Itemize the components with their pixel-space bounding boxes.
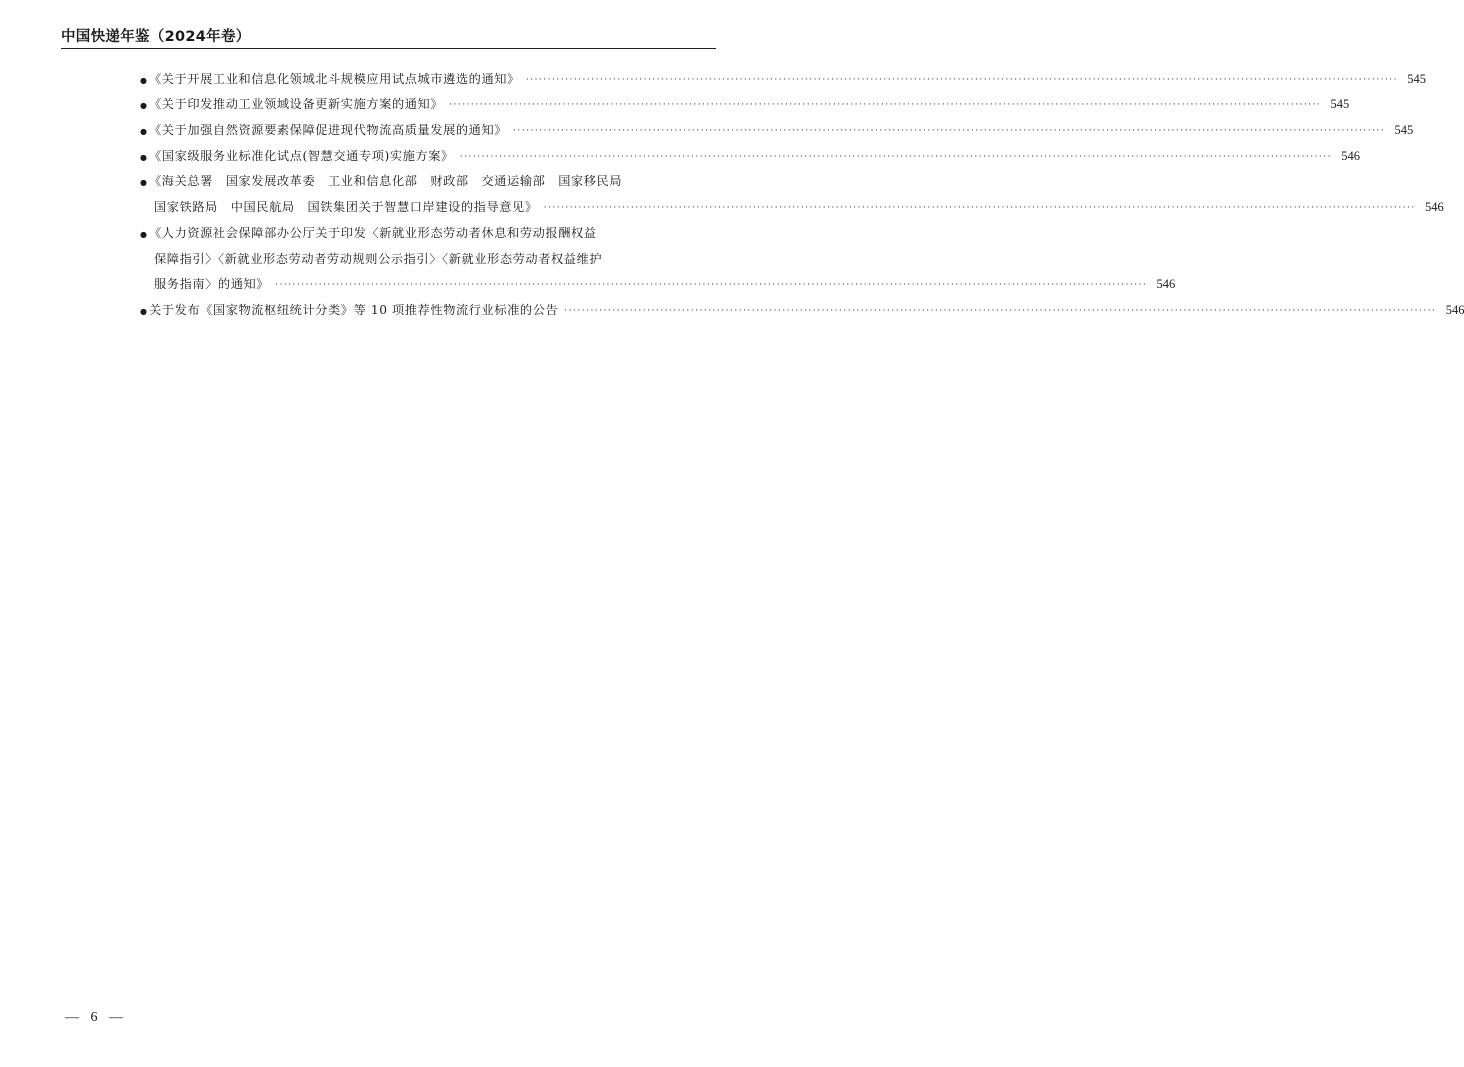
table-of-contents xyxy=(140,62,1464,319)
toc-page-number: 545 xyxy=(1394,123,1414,138)
toc-entry-title: 国家铁路局 中国民航局 国铁集团关于智慧口岸建设的指导意见》 xyxy=(154,200,538,215)
bullet-icon: ● xyxy=(140,152,147,162)
toc-entry-title: 保障指引〉〈新就业形态劳动者劳动规则公示指引〉〈新就业形态劳动者权益维护 xyxy=(154,251,603,266)
running-header xyxy=(61,28,716,49)
toc-entry-line[interactable] xyxy=(140,165,717,191)
toc-entry-title: 《关于开展工业和信息化领域北斗规模应用试点城市遴选的通知》 xyxy=(149,71,520,86)
toc-entry-title: 《人力资源社会保障部办公厅关于印发〈新就业形态劳动者休息和劳动报酬权益 xyxy=(149,225,597,240)
toc-entry-line[interactable] xyxy=(140,190,1444,216)
toc-entry-line[interactable] xyxy=(140,139,1360,165)
bullet-icon: ● xyxy=(140,178,147,188)
dot-leader: ········································································································································································································ xyxy=(459,151,1332,162)
toc-page-number: 545 xyxy=(1330,97,1350,112)
page-number: — 6 — xyxy=(65,1010,127,1025)
toc-page-number: 546 xyxy=(1341,148,1360,163)
bullet-icon: ● xyxy=(140,101,147,111)
toc-entry-line[interactable] xyxy=(140,242,717,268)
toc-entry-title: 《关于印发推动工业领域设备更新实施方案的通知》 xyxy=(149,97,444,112)
toc-entry-line[interactable] xyxy=(140,293,1464,319)
toc-entry-title: 《关于加强自然资源要素保障促进现代物流高质量发展的通知》 xyxy=(149,123,508,138)
toc-page-number: 546 xyxy=(1425,200,1444,215)
toc-page-number: 546 xyxy=(1156,277,1176,292)
dot-leader: ········································································································································································································ xyxy=(275,280,1148,291)
dot-leader: ········································································································································································································ xyxy=(449,100,1322,111)
toc-page-number: 546 xyxy=(1445,302,1464,317)
dot-leader: ········································································································································································································ xyxy=(513,126,1386,137)
toc-entry-title: 《国家级服务业标准化试点(智慧交通专项)实施方案》 xyxy=(149,148,454,163)
toc-entry-line[interactable] xyxy=(140,88,1350,114)
dot-leader: ········································································································································································································ xyxy=(525,74,1399,85)
bullet-icon: ● xyxy=(140,127,147,137)
toc-entry-title: 《海关总署 国家发展改革委 工业和信息化部 财政部 交通运输部 国家移民局 xyxy=(149,174,623,189)
book-title: 中国快递年鉴（2024年卷） xyxy=(61,29,251,45)
dot-leader: ········································································································································································································ xyxy=(543,203,1416,214)
toc-entry-title: 服务指南〉的通知》 xyxy=(154,277,270,292)
toc-entry-line[interactable] xyxy=(140,113,1414,139)
toc-page-number: 545 xyxy=(1407,71,1427,86)
bullet-icon: ● xyxy=(140,75,147,85)
bullet-icon: ● xyxy=(140,229,147,239)
toc-entry-line[interactable] xyxy=(140,268,1176,294)
toc-entry-title: 关于发布《国家物流枢纽统计分类》等 10 项推荐性物流行业标准的公告 xyxy=(149,302,559,317)
bullet-icon: ● xyxy=(140,306,147,316)
dot-leader: ········································································································································································································ xyxy=(564,305,1437,316)
toc-entry-line[interactable] xyxy=(140,216,717,242)
toc-entry-line[interactable] xyxy=(140,62,1427,88)
